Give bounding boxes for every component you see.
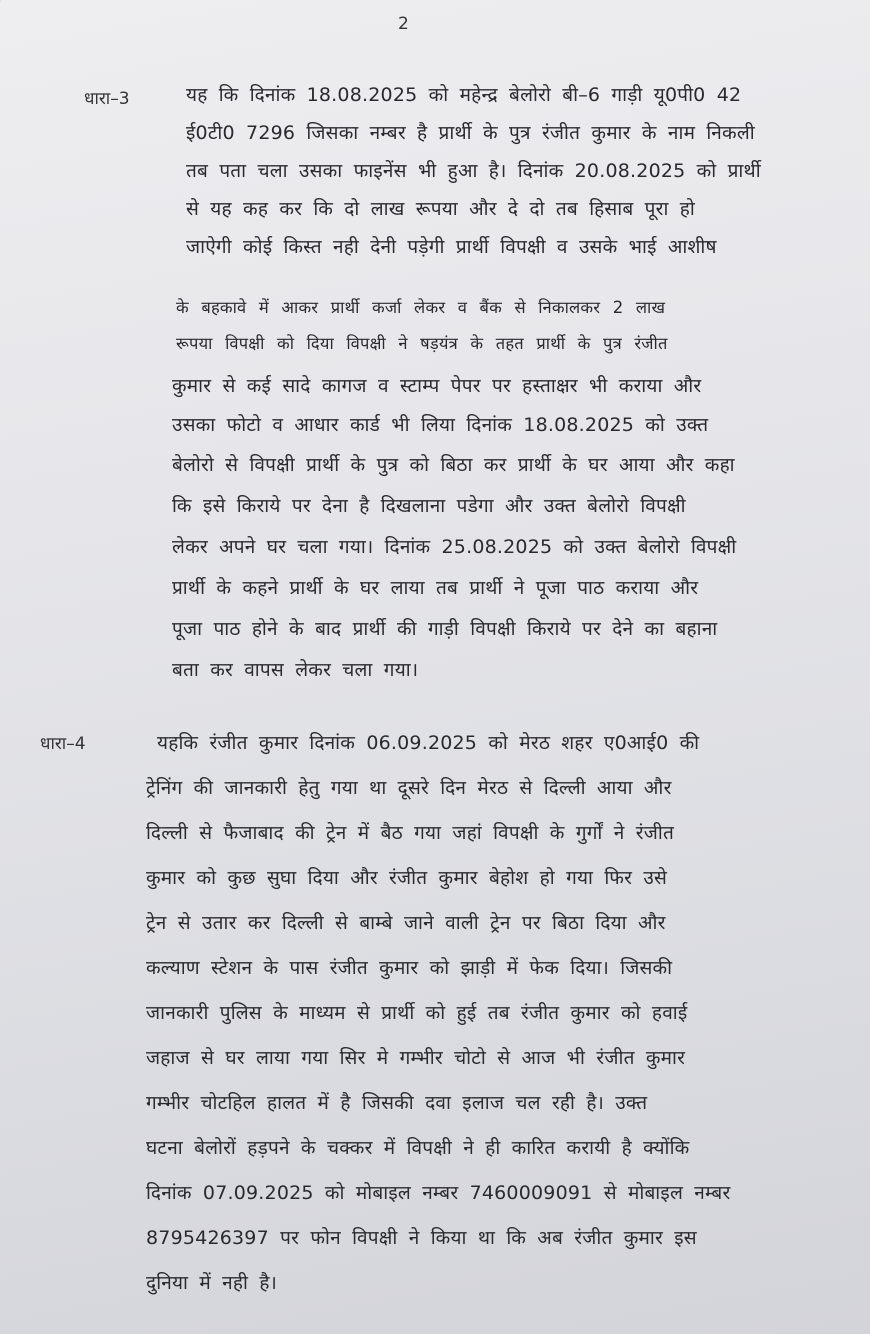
- text-line: घटना बेलोरों हड़पने के चक्कर में विपक्षी ने ही कारित करायी है क्योंकि: [146, 1137, 690, 1159]
- section-body: [186, 76, 761, 266]
- text-line: कल्याण स्टेशन के पास रंजीत कुमार को झाड़ी में फेक दिया। जिसकी: [146, 957, 673, 979]
- text-line: उसका फोटो व आधार कार्ड भी लिया दिनांक 18.08.2025 को उक्त: [172, 414, 709, 436]
- section-body-cont: [146, 766, 730, 1306]
- text-line: यह कि दिनांक 18.08.2025 को महेन्द्र बेलोरो बी–6 गाड़ी यू0पी0 42: [186, 84, 742, 106]
- text-line: दुनिया में नही है।: [146, 1272, 278, 1294]
- text-line: कुमार को कुछ सुघा दिया और रंजीत कुमार बेहोश हो गया फिर उसे: [146, 867, 667, 889]
- page-number: 2: [398, 14, 409, 34]
- text-line: प्रार्थी के कहने प्रार्थी के घर लाया तब प्रार्थी ने पूजा पाठ कराया और: [172, 577, 699, 599]
- text-line: लेकर अपने घर चला गया। दिनांक 25.08.2025 को उक्त बेलोरो विपक्षी: [172, 536, 737, 558]
- text-line: रूपया विपक्षी को दिया विपक्षी ने षड़यंत्र के तहत प्रार्थी के पुत्र रंजीत: [176, 334, 668, 353]
- text-line: तब पता चला उसका फाइनेंस भी हुआ है। दिनांक 20.08.2025 को प्रार्थी: [186, 160, 761, 182]
- section-body: [157, 722, 699, 765]
- text-line: बता कर वापस लेकर चला गया।: [172, 659, 419, 681]
- text-line: कि इसे किराये पर देना है दिखलाना पडेगा और उक्त बेलोरो विपक्षी: [172, 495, 686, 517]
- section-label: धारा–4: [40, 734, 86, 754]
- text-line: 8795426397 पर फोन विपक्षी ने किया था कि अब रंजीत कुमार इस: [146, 1227, 697, 1249]
- text-line: बेलोरो से विपक्षी प्रार्थी के पुत्र को बिठा कर प्रार्थी के घर आया और कहा: [172, 454, 735, 476]
- text-line: जानकारी पुलिस के माध्यम से प्रार्थी को हुई तब रंजीत कुमार को हवाई: [146, 1002, 688, 1024]
- text-line: जाऐगी कोई किस्त नही देनी पड़ेगी प्रार्थी विपक्षी व उसके भाई आशीष: [186, 236, 717, 258]
- text-line: ट्रेन से उतार कर दिल्ली से बाम्बे जाने वाली ट्रेन पर बिठा दिया और: [146, 912, 666, 934]
- text-line: दिल्ली से फैजाबाद की ट्रेन में बैठ गया जहां विपक्षी के गुर्गों ने रंजीत: [146, 822, 674, 844]
- paper-crease: [0, 0, 121, 300]
- text-line: यहकि रंजीत कुमार दिनांक 06.09.2025 को मेरठ शहर ए0आई0 की: [157, 732, 700, 754]
- section-label: धारा–3: [84, 89, 130, 109]
- text-line: गम्भीर चोटहिल हालत में है जिसकी दवा इलाज चल रही है। उक्त: [146, 1092, 648, 1114]
- text-line: के बहकावे में आकर प्रार्थी कर्जा लेकर व बैंक से निकालकर 2 लाख: [176, 298, 666, 317]
- text-line: दिनांक 07.09.2025 को मोबाइल नम्बर 7460009091 से मोबाइल नम्बर: [146, 1182, 731, 1204]
- text-line: जहाज से घर लाया गया सिर मे गम्भीर चोटो से आज भी रंजीत कुमार: [146, 1047, 686, 1069]
- text-line: कुमार से कई सादे कागज व स्टाम्प पेपर पर हस्ताक्षर भी कराया और: [172, 375, 702, 397]
- section-body-cont: [176, 291, 668, 363]
- text-line: ट्रेनिंग की जानकारी हेतु गया था दूसरे दिन मेरठ से दिल्ली आया और: [146, 777, 672, 799]
- text-line: पूजा पाठ होने के बाद प्रार्थी की गाड़ी विपक्षी किराये पर देने का बहाना: [172, 618, 718, 640]
- text-line: ई0टी0 7296 जिसका नम्बर है प्रार्थी के पुत्र रंजीत कुमार के नाम निकली: [186, 122, 755, 144]
- text-line: से यह कह कर कि दो लाख रूपया और दे दो तब हिसाब पूरा हो: [186, 198, 696, 220]
- section-body-cont2: [172, 367, 736, 691]
